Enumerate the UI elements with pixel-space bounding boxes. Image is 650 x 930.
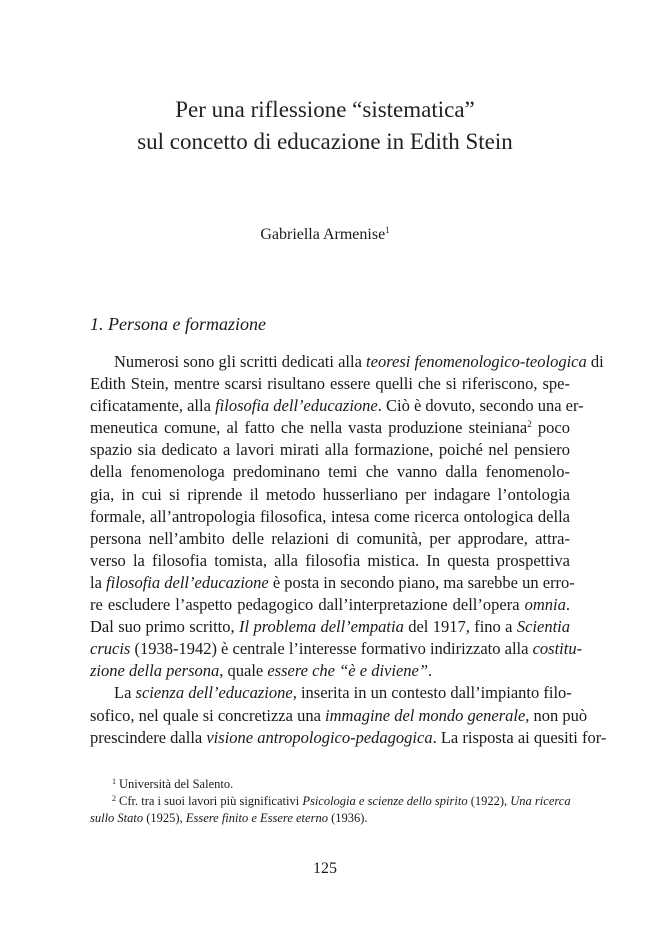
text-segment: è posta in secondo piano, ma sarebbe un erro-	[268, 572, 575, 592]
footnote-ref[interactable]: 1	[112, 777, 116, 786]
footnote-ref[interactable]: 1	[385, 225, 390, 235]
page-number: 125	[313, 860, 337, 877]
text-segment: sofico, nel quale si concretizza una	[90, 705, 326, 725]
body-line	[90, 550, 570, 572]
body-line	[90, 594, 570, 616]
text-segment: meneutica comune, al fatto che nella vasta produzione steiniana	[90, 418, 528, 438]
body-line	[90, 705, 588, 727]
italic-text: teoresi fenomenologico-teologica	[366, 352, 587, 371]
text-segment: gia, in cui si riprende il metodo husserliano per indagare l’ontologia	[90, 484, 570, 504]
body-line	[90, 572, 575, 594]
text-segment: Università del Salento.	[119, 777, 234, 791]
text-segment: verso la filosofia tomista, alla filosofia mistica. In questa prospettiva	[90, 550, 570, 570]
text-segment: formale, all’antropologia filosofica, intesa come ricerca ontologica della	[90, 506, 570, 526]
body-line	[90, 506, 570, 528]
text-segment: cificatamente, alla	[90, 396, 216, 416]
footnote-ref[interactable]: 2	[112, 794, 116, 803]
title-line-2: sul concetto di educazione in Edith Stein	[137, 129, 513, 154]
article-title	[0, 94, 650, 158]
text-segment: della fenomenologa predominano temi che vanno dalla fenomenolo-	[90, 462, 570, 482]
italic-text: zione della persona	[90, 661, 220, 681]
text-segment: spazio sia dedicato a lavori mirati alla formazione, poiché nel pensiero	[90, 440, 570, 460]
body-line	[90, 395, 584, 417]
body-line	[90, 373, 570, 395]
text-segment: , quale	[219, 661, 268, 681]
text-segment: Dal suo primo scritto,	[90, 617, 239, 637]
text-segment: prescindere dalla	[90, 727, 207, 747]
italic-text: immagine del mondo generale	[325, 705, 526, 725]
text-segment: di	[586, 352, 604, 371]
body-line	[90, 638, 583, 660]
footnote	[90, 810, 570, 827]
text-segment: persona nell’ambito delle relazioni di comunità, per approdare, attra-	[90, 528, 570, 548]
body-line	[90, 660, 570, 682]
body-line	[90, 528, 570, 550]
footnote	[90, 793, 570, 810]
italic-text: Psicologia e scienze dello spirito	[302, 794, 468, 808]
text-segment: La	[114, 683, 136, 703]
body-line	[90, 484, 570, 506]
italic-text: Il problema dell’empatia	[239, 617, 404, 637]
author-name: Gabriella Armenise	[260, 226, 386, 243]
footnotes	[90, 776, 570, 827]
text-segment: .	[428, 661, 433, 681]
body-line	[90, 461, 570, 483]
text-segment: . Ciò è dovuto, secondo una er-	[377, 396, 584, 416]
author-line	[0, 225, 650, 245]
text-segment: la	[90, 572, 107, 592]
text-segment: . La risposta ai quesiti for-	[432, 727, 607, 747]
title-line-1: Per una riflessione “sistematica”	[175, 97, 475, 122]
italic-text: Una ricerca	[510, 794, 571, 808]
section-heading: 1. Persona e formazione	[90, 314, 266, 334]
footnote	[90, 776, 570, 793]
italic-text: crucis	[90, 639, 131, 659]
text-segment: , inserita in un contesto dall’impianto filo-	[292, 683, 572, 703]
italic-text: filosofia dell’educazione	[215, 396, 378, 416]
text-segment: (1925),	[143, 811, 186, 825]
footnote-ref[interactable]: 2	[527, 419, 532, 430]
text-segment: Edith Stein, mentre scarsi risultano essere quelli che si riferiscono, spe-	[90, 374, 570, 394]
italic-text: visione antropologico-pedagogica	[206, 727, 433, 747]
text-segment: Cfr. tra i suoi lavori più significativi	[119, 794, 303, 808]
body-line	[90, 351, 604, 373]
text-segment: re escludere l’aspetto pedagogico dall’interpretazione dell’opera	[90, 595, 525, 615]
italic-text: essere che “è e diviene”	[267, 661, 429, 681]
text-segment: , non può	[525, 705, 588, 725]
text-segment: del 1917, fino a	[403, 617, 517, 637]
body-line	[90, 616, 570, 638]
body-line	[90, 682, 570, 704]
text-segment: poco	[531, 418, 570, 438]
text-segment: (1938-1942) è centrale l’interesse formativo indirizzato alla	[130, 639, 533, 659]
italic-text: filosofia dell’educazione	[106, 572, 269, 592]
italic-text: sullo Stato	[90, 811, 144, 825]
text-segment: (1922),	[467, 794, 511, 808]
italic-text: costitu-	[532, 639, 583, 659]
italic-text: Essere finito e Essere eterno	[185, 811, 328, 825]
body-text	[90, 351, 607, 749]
text-segment: Numerosi sono gli scritti dedicati alla	[114, 352, 367, 371]
italic-text: scienza dell’educazione	[135, 683, 293, 703]
body-line	[90, 439, 570, 461]
body-line	[90, 417, 570, 439]
text-segment: (1936).	[327, 811, 368, 825]
body-line	[90, 727, 607, 749]
italic-text: Scientia	[516, 617, 571, 637]
italic-text: omnia	[524, 595, 566, 615]
text-segment: .	[565, 595, 570, 615]
